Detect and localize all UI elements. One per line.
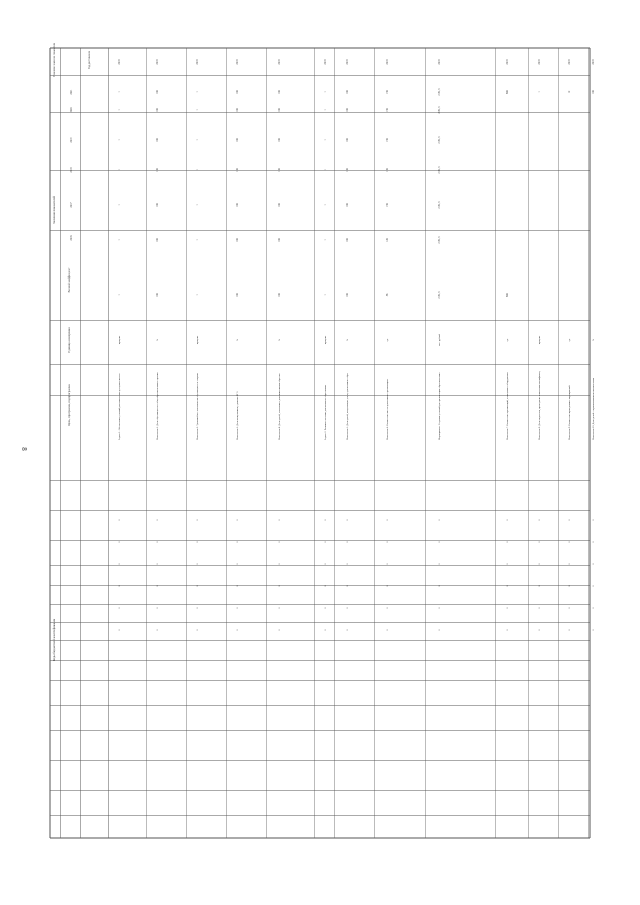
row-value: 100 — [236, 138, 239, 142]
row-value: 2181,5 — [438, 291, 441, 299]
row-code-digit: 0 — [568, 607, 571, 609]
row-final-year: 2018 — [538, 59, 541, 65]
row-final-year: 2018 — [592, 59, 595, 65]
row-code-digit: 0 — [386, 563, 389, 565]
row-code-digit: 0 — [438, 607, 441, 609]
row-code-digit: 0 — [538, 629, 541, 631]
row-unit: процент — [324, 335, 327, 345]
row-code-digit: 0 — [324, 607, 327, 609]
row-code-digit: 0 — [506, 585, 509, 587]
header-plan-label: Плановое значение показателя — [53, 43, 56, 77]
row-value: 150 — [386, 168, 389, 172]
row-code-digit: 0 — [156, 541, 159, 543]
row-value: 800 — [506, 293, 509, 297]
row-final-year: 2018 — [386, 59, 389, 65]
row-name: Мероприятие. Создание условий для организации образовательно — [438, 372, 441, 440]
row-code-digit: 0 — [568, 563, 571, 565]
row-value: 100 — [278, 238, 281, 242]
row-unit: ед. — [386, 338, 389, 342]
row-value: 150 — [386, 138, 389, 142]
row-value: 100 — [278, 108, 281, 112]
row-value: 100 — [236, 238, 239, 242]
row-value: 2181,5 — [438, 88, 441, 96]
row-value: 100 — [156, 293, 159, 297]
row-final-year: 2018 — [156, 59, 159, 65]
row-code-digit: 0 — [592, 607, 595, 609]
row-value: 100 — [346, 293, 349, 297]
row-value: 100 — [278, 293, 281, 297]
row-value: 2181,5 — [438, 201, 441, 209]
row-value: 100 — [278, 168, 281, 172]
row-value: 100 — [346, 238, 349, 242]
row-final-year: 2018 — [118, 59, 121, 65]
row-code-digit: 0 — [324, 563, 327, 565]
header-unit-label: Единица измерения — [67, 327, 71, 353]
row-name: Показатель 7. Количество организаций, оснащенных оборудовани — [506, 372, 509, 440]
row-unit: % — [156, 339, 159, 341]
row-value: 100 — [346, 203, 349, 207]
row-unit: % — [592, 339, 595, 341]
row-code-digit: 0 — [592, 585, 595, 587]
row-code-digit: 0 — [506, 607, 509, 609]
row-code-digit: 0 — [278, 607, 281, 609]
row-code-digit: 0 — [118, 541, 121, 543]
row-code-digit: 0 — [156, 629, 159, 631]
row-code-digit: 0 — [506, 563, 509, 565]
row-code-digit: 0 — [538, 585, 541, 587]
row-code-digit: 0 — [278, 541, 281, 543]
row-code-digit: 0 — [324, 585, 327, 587]
row-code-digit: 0 — [118, 629, 121, 631]
row-code-digit: 0 — [196, 585, 199, 587]
row-code-digit: 0 — [592, 541, 595, 543]
row-code-digit: 0 — [324, 541, 327, 543]
row-name: Показатель 2. Удельный вес численности обучающихся в совреме — [196, 372, 199, 440]
header-year-2017: 2017 — [70, 202, 73, 208]
row-code-digit: 0 — [386, 607, 389, 609]
row-unit: тыс. рублей — [438, 334, 441, 346]
row-value: 100 — [236, 108, 239, 112]
row-value: 2181,5 — [438, 166, 441, 174]
row-unit: процент — [538, 335, 541, 345]
row-value: 100 — [346, 90, 349, 94]
row-code-digit: 0 — [568, 629, 571, 631]
row-code-digit: 0 — [346, 519, 349, 521]
row-name: Показатель 9. Количество проведенных мероприятий — [568, 385, 571, 440]
row-value: 800 — [506, 90, 509, 94]
row-code-digit: 0 — [386, 541, 389, 543]
row-value: 1 — [118, 139, 121, 141]
row-code-digit: 0 — [346, 541, 349, 543]
row-final-year: 2018 — [236, 59, 239, 65]
row-code-digit: 0 — [236, 541, 239, 543]
header-year-2019: 2019 — [70, 137, 73, 143]
row-code-digit: 0 — [118, 607, 121, 609]
page-number: 8 — [19, 447, 28, 451]
row-value: 1 — [118, 109, 121, 111]
row-value: 1 — [118, 204, 121, 206]
row-name: Показатель 10. Доля детей с ограниченными возможностями — [592, 377, 595, 440]
row-code-digit: 0 — [236, 607, 239, 609]
row-code-digit: 0 — [156, 519, 159, 521]
row-code-digit: 0 — [438, 629, 441, 631]
row-code-digit: 0 — [506, 629, 509, 631]
header-name-label: Цель, программа, подпрограмма — [67, 384, 71, 426]
header-weight-label: Весовой коэффициент — [68, 267, 71, 293]
row-value: 1 — [118, 169, 121, 171]
row-code-digit: 0 — [236, 585, 239, 587]
row-code-digit: 0 — [156, 585, 159, 587]
row-code-digit: 0 — [592, 563, 595, 565]
row-code-digit: 0 — [196, 519, 199, 521]
row-value: 100 — [278, 90, 281, 94]
row-code-digit: 0 — [196, 607, 199, 609]
row-value: 1 — [118, 91, 121, 93]
row-code-digit: 0 — [156, 607, 159, 609]
row-value: 1 — [118, 294, 121, 296]
row-value: 1 — [324, 294, 327, 296]
row-value: 2181,5 — [438, 236, 441, 244]
row-code-digit: 0 — [324, 629, 327, 631]
row-code-digit: 0 — [592, 629, 595, 631]
row-code-digit: 0 — [386, 629, 389, 631]
row-value: 1 — [196, 239, 199, 241]
row-value: 100 — [236, 168, 239, 172]
row-value: 100 — [278, 138, 281, 142]
row-value: 100 — [156, 238, 159, 242]
row-final-year: 2018 — [438, 59, 441, 65]
row-code-digit: 0 — [592, 519, 595, 521]
row-final-year: 2018 — [568, 59, 571, 65]
row-value: 100 — [592, 90, 595, 94]
row-unit: % — [278, 339, 281, 341]
row-code-digit: 0 — [278, 585, 281, 587]
row-code-digit: 0 — [346, 607, 349, 609]
row-value: 1 — [196, 169, 199, 171]
row-code-digit: 0 — [538, 607, 541, 609]
row-code-digit: 0 — [538, 541, 541, 543]
row-value: 100 — [236, 203, 239, 207]
row-code-digit: 0 — [506, 541, 509, 543]
row-value: 1 — [196, 139, 199, 141]
row-name: Показатель 1. Доля обучающихся в общеобразовательных организ — [156, 372, 159, 440]
row-code-digit: 0 — [538, 563, 541, 565]
row-final-year: 2018 — [346, 59, 349, 65]
row-unit: процент — [196, 335, 199, 345]
row-code-digit: 0 — [236, 629, 239, 631]
row-code-digit: 0 — [438, 563, 441, 565]
row-value: 1 — [324, 109, 327, 111]
row-code-digit: 0 — [568, 519, 571, 521]
row-code-digit: 0 — [118, 585, 121, 587]
row-name: Показатель 8. Доля педагогов, прошедших повышение квалификац — [538, 371, 541, 440]
row-value: 2181,5 — [438, 136, 441, 144]
row-value: 100 — [156, 168, 159, 172]
row-value: 1 — [324, 139, 327, 141]
header-codes-label: Коды бюджетной классификации — [52, 618, 56, 662]
row-code-digit: 0 — [196, 629, 199, 631]
row-unit: % — [346, 339, 349, 341]
row-code-digit: 0 — [236, 519, 239, 521]
row-code-digit: 0 — [568, 585, 571, 587]
header-year-2020: 2020 — [70, 107, 73, 113]
row-value: 1 — [196, 204, 199, 206]
row-value: 100 — [156, 108, 159, 112]
row-code-digit: 0 — [438, 519, 441, 521]
row-code-digit: 0 — [386, 519, 389, 521]
row-value: 12 — [568, 90, 571, 94]
row-code-digit: 0 — [346, 629, 349, 631]
row-name: Показатель 6. Количество мест в дошкольных организациях — [386, 378, 389, 440]
row-final-year: 2018 — [324, 59, 327, 65]
header-values-label: Значения показателей — [52, 196, 56, 224]
row-name: Показатель 3. Доля выпускников, сдавших ЕГЭ — [236, 391, 239, 440]
row-value: 100 — [156, 203, 159, 207]
row-value: 100 — [236, 293, 239, 297]
row-final-year: 2018 — [278, 59, 281, 65]
row-code-digit: 0 — [118, 519, 121, 521]
row-code-digit: 0 — [278, 563, 281, 565]
row-code-digit: 0 — [196, 541, 199, 543]
row-value: 1 — [196, 294, 199, 296]
row-value: 150 — [386, 203, 389, 207]
row-value: 1 — [196, 109, 199, 111]
row-unit: ед. — [506, 338, 509, 342]
row-code-digit: 0 — [386, 585, 389, 587]
row-value: 1 — [324, 204, 327, 206]
row-value: 100 — [156, 90, 159, 94]
row-name: Показатель 4. Доля детей, охваченных дополнительным образова — [278, 373, 281, 440]
row-name: Задача 2. Развитие системы дошкольного образования — [324, 384, 327, 440]
row-final-year: 2018 — [196, 59, 199, 65]
row-code-digit: 0 — [324, 519, 327, 521]
row-value: 1 — [324, 239, 327, 241]
header-year-2016: 2016 — [70, 235, 73, 241]
row-value: 100 — [156, 138, 159, 142]
row-value: 1 — [538, 91, 541, 93]
row-code-digit: 0 — [346, 585, 349, 587]
row-code-digit: 0 — [568, 541, 571, 543]
row-value: 150 — [386, 90, 389, 94]
row-value: 1 — [196, 91, 199, 93]
row-name: Показатель 5. Доля детей, получающих услугу дошкольного обра — [346, 373, 349, 440]
row-name: Задача 1. Обеспечение условий для повышения доступности и ка — [118, 373, 121, 440]
row-value: 100 — [346, 168, 349, 172]
row-value: 100 — [346, 138, 349, 142]
header-year-2021: 2021 — [70, 89, 73, 95]
row-value: 120 — [386, 238, 389, 242]
row-value: 2181,5 — [438, 106, 441, 114]
row-code-digit: 0 — [506, 519, 509, 521]
row-value: 1 — [324, 91, 327, 93]
row-final-year: 2018 — [506, 59, 509, 65]
header-final-label: Год достижения — [88, 51, 91, 69]
row-code-digit: 0 — [438, 541, 441, 543]
row-code-digit: 0 — [236, 563, 239, 565]
row-value: 150 — [386, 108, 389, 112]
row-value: 100 — [278, 203, 281, 207]
row-unit: ед. — [568, 338, 571, 342]
row-code-digit: 0 — [346, 563, 349, 565]
row-code-digit: 0 — [156, 563, 159, 565]
row-value: 100 — [236, 90, 239, 94]
row-code-digit: 0 — [118, 563, 121, 565]
row-value: 56 — [386, 293, 389, 297]
row-unit: процент — [118, 335, 121, 345]
row-code-digit: 0 — [538, 519, 541, 521]
row-value: 1 — [324, 169, 327, 171]
row-code-digit: 0 — [196, 563, 199, 565]
row-value: 100 — [346, 108, 349, 112]
row-value: 1 — [118, 239, 121, 241]
row-code-digit: 0 — [278, 519, 281, 521]
row-code-digit: 0 — [278, 629, 281, 631]
header-year-2018: 2018 — [70, 167, 73, 173]
row-unit: % — [236, 339, 239, 341]
row-code-digit: 0 — [438, 585, 441, 587]
